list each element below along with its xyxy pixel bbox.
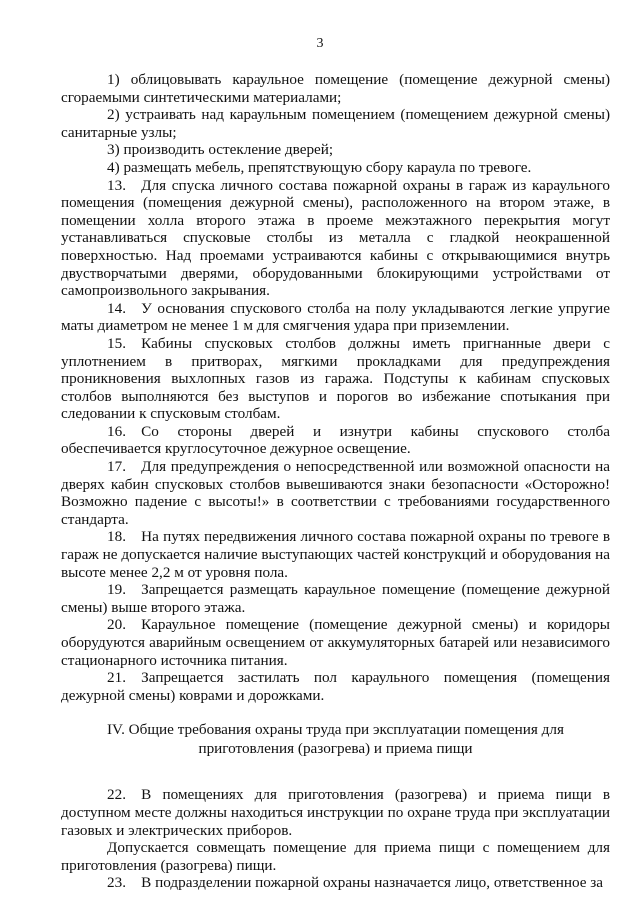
- paragraph-13: 13. Для спуска личного состава пожарной охраны в гараж из караульного помещения (помещения дежурной смены), расположенного на втором этаже, в помещении холла второго этажа в проеме межэтажного перекрытия могут устанавливаться спусковые столбы из металла с гладкой неокрашенной поверхностью. Над проемами устраиваются кабины с открывающимися внутрь двустворчатыми дверями, оборудованными блокирующими устройствами от самопроизвольного закрывания.: [61, 176, 610, 300]
- paragraph-19: 19. Запрещается размещать караульное помещение (помещение дежурной смены) выше второго этажа.: [61, 581, 610, 616]
- paragraph-23: 23. В подразделении пожарной охраны назначается лицо, ответственное за: [107, 874, 604, 892]
- section-heading: [61, 720, 610, 758]
- document-body: [61, 71, 610, 892]
- page-number: 3: [316, 36, 324, 51]
- section-heading-line-2: приготовления (разогрева) и приема пищи: [198, 740, 473, 758]
- paragraph-22: 22. В помещениях для приготовления (разогрева) и приема пищи в доступном месте должны находиться инструкции по охране труда при эксплуатации газовых и электрических приборов.: [61, 786, 610, 839]
- section-heading-line-1: IV. Общие требования охраны труда при эксплуатации помещения для: [107, 721, 564, 739]
- paragraph-14: 14. У основания спускового столба на полу укладываются легкие упругие маты диаметром не менее 1 м для смягчения удара при приземлении.: [61, 299, 610, 335]
- paragraph-22-note: Допускается совмещать помещение для приема пищи с помещением для приготовления (разогрева) пищи.: [61, 839, 610, 874]
- paragraph-item-4: 4) размещать мебель, препятствующую сбору караула по тревоге.: [107, 158, 532, 176]
- paragraph-15: 15. Кабины спусковых столбов должны иметь пригнанные двери с уплотнением в притворах, мягкими прокладками для предупреждения проникновения выхлопных газов из гаража. Подступы к кабинам спусковых столбов выполняются без выступов и порогов во избежание спотыкания при следовании к спусковым столбам.: [61, 334, 610, 423]
- paragraph-16: 16. Со стороны дверей и изнутри кабины спускового столба обеспечивается круглосуточное дежурное освещение.: [61, 422, 610, 458]
- paragraph-item-1: 1) облицовывать караульное помещение (помещение дежурной смены) сгораемыми синтетическими материалами;: [61, 71, 610, 106]
- paragraph-item-2: 2) устраивать над караульным помещением (помещением дежурной смены) санитарные узлы;: [61, 106, 610, 141]
- paragraph-17: 17. Для предупреждения о непосредственной или возможной опасности на дверях кабин спусковых столбов вывешиваются знаки безопасности «Осторожно! Возможно падение с высоты!» в соответствии с требованиями государственного стандарта.: [61, 458, 610, 528]
- paragraph-item-3: 3) производить остекление дверей;: [107, 141, 334, 159]
- paragraph-21: 21. Запрещается застилать пол караульного помещения (помещения дежурной смены) коврами и дорожками.: [61, 669, 610, 704]
- paragraph-20: 20. Караульное помещение (помещение дежурной смены) и коридоры оборудуются аварийным освещением от аккумуляторных батарей или независимого стационарного источника питания.: [61, 616, 610, 669]
- paragraph-18: 18. На путях передвижения личного состава пожарной охраны по тревоге в гараж не допускается наличие выступающих частей конструкций и оборудования на высоте менее 2,2 м от уровня пола.: [61, 528, 610, 581]
